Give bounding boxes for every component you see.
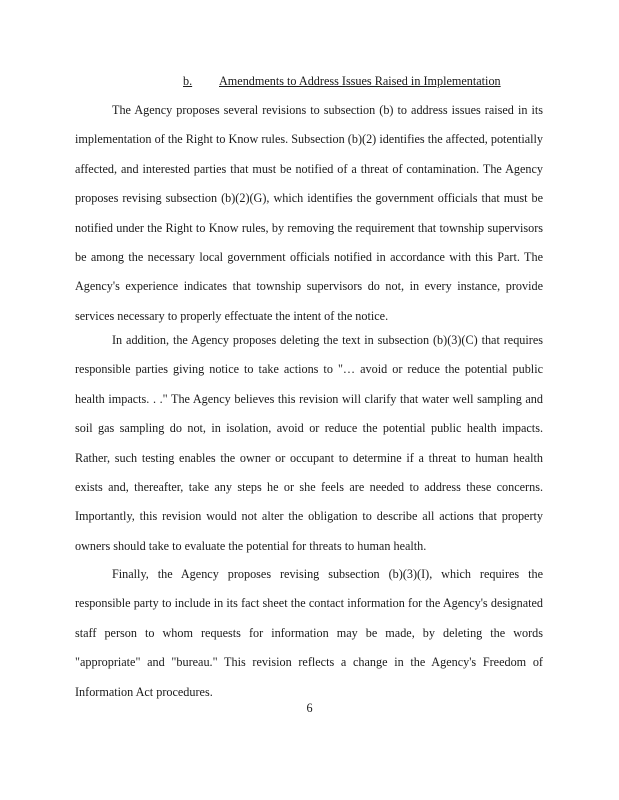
- paragraph-contact-information: Finally, the Agency proposes revising subsection (b)(3)(I), which requires the responsible party to include in its fact sheet the contact information for the Agency's designated staff person to whom requests for information may be made, by deleting the words "appropriate" and "bureau." This revision reflects a change in the Agency's Freedom of Information Act procedures.: [75, 567, 543, 699]
- paragraph-township-supervisors: The Agency proposes several revisions to subsection (b) to address issues raised in its implementation of the Right to Know rules. Subsection (b)(2) identifies the affected, potentially affected, and interested parties that must be notified of a threat of contamination. The Agency proposes revising subsection (b)(2)(G), which identifies the government officials that must be notified under the Right to Know rules, by removing the requirement that township supervisors be among the necessary local government officials notified in accordance with this Part. The Agency's experience indicates that township supervisors do not, in every instance, provide services necessary to properly effectuate the intent of the notice.: [75, 103, 543, 323]
- page-number: 6: [306, 701, 313, 715]
- section-title: Amendments to Address Issues Raised in Implementation: [219, 74, 501, 88]
- section-letter: b.: [183, 74, 193, 88]
- paragraph-sampling-impacts: In addition, the Agency proposes deleting the text in subsection (b)(3)(C) that requires responsible parties giving notice to take actions to "… avoid or reduce the potential public health impacts. . ." The Agency believes this revision will clarify that water well sampling and soil gas sampling do not, in isolation, avoid or reduce the potential public health impacts. Rather, such testing enables the owner or occupant to determine if a threat to human health exists and, thereafter, take any steps he or she feels are needed to address these concerns. Importantly, this revision would not alter the obligation to describe all actions that property owners should take to evaluate the potential for threats to human health.: [75, 333, 543, 553]
